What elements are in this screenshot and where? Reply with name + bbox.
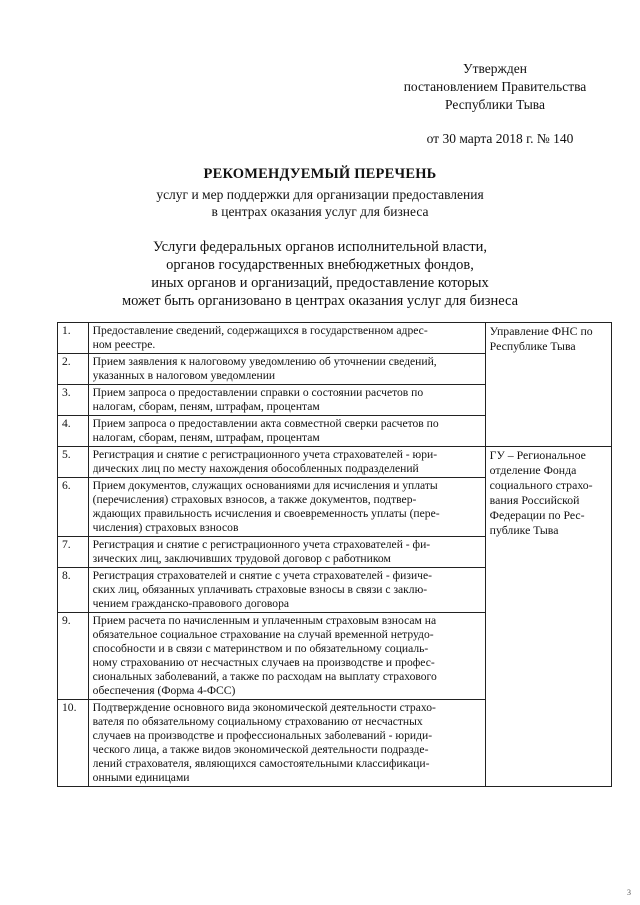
row-text: Прием документов, служащих основаниями для исчисления и уплаты (перечисления) страховых взносов, а также документов, подтвер- ждающих правильность исчисления и своевременность уплаты (пере- числения) страховых взносов bbox=[88, 478, 485, 537]
row-number: 7. bbox=[58, 537, 89, 568]
row-text: Прием запроса о предоставлении акта совместной сверки расчетов по налогам, сборам, пеням, штрафам, процентам bbox=[88, 416, 485, 447]
row-number: 5. bbox=[58, 447, 89, 478]
table-row bbox=[58, 447, 612, 478]
approval-stamp bbox=[380, 60, 610, 148]
row-text: Прием заявления к налоговому уведомлению об уточнении сведений, указанных в налоговом уведомлении bbox=[88, 354, 485, 385]
section-line: может быть организовано в центрах оказания услуг для бизнеса bbox=[121, 293, 519, 309]
row-text: Предоставление сведений, содержащихся в государственном адрес- ном реестре. bbox=[88, 323, 485, 354]
org-fns: Управление ФНС по Республике Тыва bbox=[485, 323, 611, 447]
row-text: Подтверждение основного вида экономической деятельности страхо- вателя по обязательному социальному страхованию от несчастных случаев на производстве и профессиональных заболеваний - юриди- ческого лица, а также видов экономической деятельности подразде- лений страхователя, являющихся самостоятельными классификаци- онными единицами bbox=[88, 700, 485, 787]
row-text: Регистрация и снятие с регистрационного учета страхователей - фи- зических лиц, заключивших трудовой договор с работником bbox=[88, 537, 485, 568]
org-fss: ГУ – Региональное отделение Фонда социального страхо- вания Российской Федерации по Рес- публике Тыва bbox=[485, 447, 611, 787]
subtitle-line: услуг и мер поддержки для организации предоставления bbox=[156, 187, 484, 202]
services-table bbox=[57, 322, 612, 787]
document-subtitle bbox=[0, 186, 640, 220]
row-number: 1. bbox=[58, 323, 89, 354]
section-line: Услуги федеральных органов исполнительной власти, bbox=[153, 239, 487, 255]
section-line: органов государственных внебюджетных фондов, bbox=[166, 257, 474, 273]
approval-line: постановлением Правительства bbox=[403, 79, 587, 94]
document-title: РЕКОМЕНДУЕМЫЙ ПЕРЕЧЕНЬ bbox=[203, 166, 437, 182]
row-number: 8. bbox=[58, 568, 89, 613]
table-row bbox=[58, 323, 612, 354]
approval-date: от 30 марта 2018 г. № 140 bbox=[426, 131, 574, 146]
subtitle-line: в центрах оказания услуг для бизнеса bbox=[211, 204, 429, 219]
row-number: 3. bbox=[58, 385, 89, 416]
page-corner-mark: 3 bbox=[627, 888, 631, 897]
row-text: Регистрация и снятие с регистрационного учета страхователей - юри- дических лиц по месту нахождения обособленных подразделений bbox=[88, 447, 485, 478]
row-text: Прием расчета по начисленным и уплаченным страховым взносам на обязательное социальное страхование на случай временной нетрудо- способности и в связи с материнством и по обязательному социаль- ному страхованию от несчастных случаев на производстве и профес- сиональных заболеваний, а также по расходам на выплату страхового обеспечения (Форма 4-ФСС) bbox=[88, 613, 485, 700]
row-number: 9. bbox=[58, 613, 89, 700]
row-number: 4. bbox=[58, 416, 89, 447]
row-text: Регистрация страхователей и снятие с учета страхователей - физиче- ских лиц, обязанных уплачивать страховые взносы в связи с заклю- чением гражданско-правового договора bbox=[88, 568, 485, 613]
row-number: 2. bbox=[58, 354, 89, 385]
row-number: 10. bbox=[58, 700, 89, 787]
approval-line: Утвержден bbox=[463, 61, 527, 76]
row-text: Прием запроса о предоставлении справки о состоянии расчетов по налогам, сборам, пеням, штрафам, процентам bbox=[88, 385, 485, 416]
approval-line: Республики Тыва bbox=[445, 97, 545, 112]
section-line: иных органов и организаций, предоставление которых bbox=[151, 275, 489, 291]
row-number: 6. bbox=[58, 478, 89, 537]
section-heading bbox=[0, 238, 640, 310]
